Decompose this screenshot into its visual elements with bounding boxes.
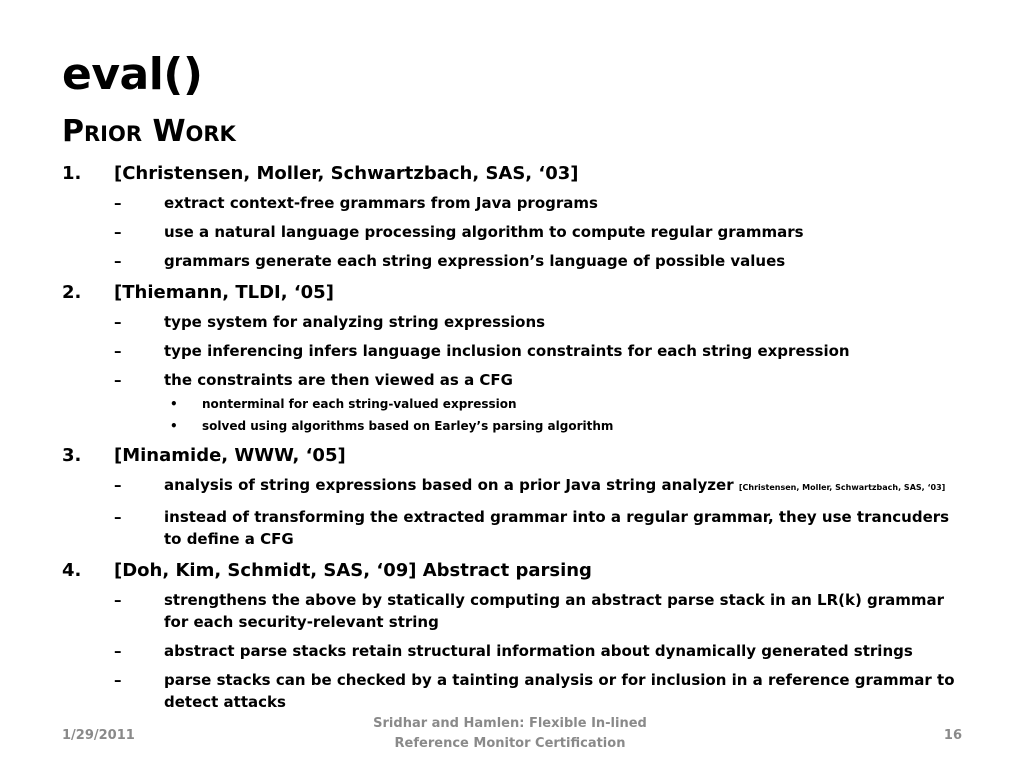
sub-item-text: parse stacks can be checked by a tainting analysis or for inclusion in a reference grammar to detect attacks: [164, 671, 955, 711]
sub-item-text: strengthens the above by statically computing an abstract parse stack in an LR(k) grammar for each security-relevant string: [164, 591, 945, 631]
item-text: [Minamide, WWW, ‘05]: [114, 445, 346, 466]
footer-date: 1/29/2011: [62, 728, 135, 743]
sub-item-text: analysis of string expressions based on a prior Java string analyzer: [164, 476, 734, 494]
sub-item-text: abstract parse stacks retain structural information about dynamically generated strings: [164, 642, 913, 660]
sub-item: [62, 669, 962, 713]
sub-item-text: the constraints are then viewed as a CFG: [164, 371, 513, 389]
sub-item-text: type inferencing infers language inclusion constraints for each string expression: [164, 342, 850, 360]
dash-marker: –: [114, 252, 122, 270]
dash-marker: –: [114, 476, 122, 494]
sub-item-text: use a natural language processing algorithm to compute regular grammars: [164, 223, 804, 241]
footer-page-number: 16: [943, 728, 962, 743]
item-number: 2.: [62, 282, 82, 303]
footer-title-line: Sridhar and Hamlen: Flexible In-lined: [373, 716, 647, 731]
bullet-item: [62, 417, 962, 435]
footer-title: [340, 714, 680, 754]
item-number: 3.: [62, 445, 82, 466]
item-text: [Thiemann, TLDI, ‘05]: [114, 282, 334, 303]
item-text: [Doh, Kim, Schmidt, SAS, ‘09] Abstract parsing: [114, 560, 592, 581]
sub-item: [62, 340, 962, 362]
item-number: 4.: [62, 560, 82, 581]
bullet-marker: •: [170, 419, 178, 433]
list-item: [62, 282, 962, 304]
sub-item: [62, 474, 962, 499]
sub-item: [62, 369, 962, 391]
dash-marker: –: [114, 591, 122, 609]
list-item: [62, 445, 962, 467]
slide-title: eval(): [62, 49, 203, 100]
dash-marker: –: [114, 508, 122, 526]
bullet-item: [62, 395, 962, 413]
sub-item-text: type system for analyzing string expressions: [164, 313, 546, 331]
item-text: [Christensen, Moller, Schwartzbach, SAS, ‘03]: [114, 163, 579, 184]
content-list: [62, 158, 962, 713]
list-item: [62, 163, 962, 185]
sub-item: [62, 640, 962, 662]
dash-marker: –: [114, 223, 122, 241]
dash-marker: –: [114, 194, 122, 212]
sub-item-text: grammars generate each string expression’s language of possible values: [164, 252, 786, 270]
sub-item-text: extract context-free grammars from Java programs: [164, 194, 598, 212]
dash-marker: –: [114, 342, 122, 360]
sub-item: [62, 192, 962, 214]
bullet-text: nonterminal for each string-valued expression: [202, 397, 517, 411]
sub-item: [62, 589, 962, 633]
item-number: 1.: [62, 163, 82, 184]
bullet-text: solved using algorithms based on Earley’s parsing algorithm: [202, 419, 614, 433]
footer-title-line: Reference Monitor Certification: [394, 736, 626, 751]
bullet-marker: •: [170, 397, 178, 411]
dash-marker: –: [114, 371, 122, 389]
dash-marker: –: [114, 642, 122, 660]
sub-item: [62, 311, 962, 333]
list-item: [62, 560, 962, 582]
dash-marker: –: [114, 671, 122, 689]
sub-item: [62, 221, 962, 243]
sub-item-text: instead of transforming the extracted grammar into a regular grammar, they use trancuders to define a CFG: [164, 508, 950, 548]
citation: [Christensen, Moller, Schwartzbach, SAS, ‘03]: [738, 483, 946, 492]
sub-item: [62, 506, 962, 550]
sub-item: [62, 250, 962, 272]
dash-marker: –: [114, 313, 122, 331]
slide-subtitle: Prior Work: [62, 114, 236, 149]
